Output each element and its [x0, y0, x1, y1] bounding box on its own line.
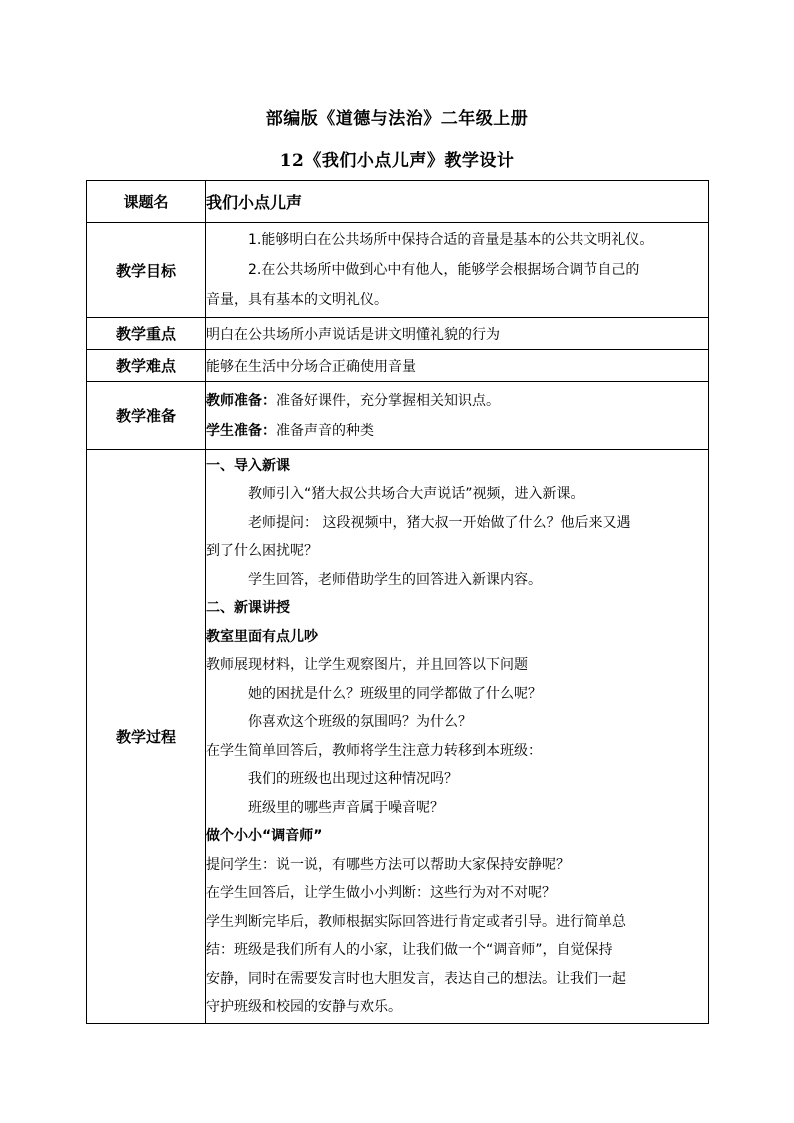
- process-line: 学生判断完毕后，教师根据实际回答进行肯定或者引导。进行简单总: [206, 913, 626, 930]
- preparation-cell: [206, 382, 709, 450]
- process-line: 提问学生：说一说，有哪些方法可以帮助大家保持安静呢？: [206, 856, 570, 873]
- subsection-heading: 做个小小“调音师”: [206, 828, 323, 844]
- process-line: 到了什么困扰呢？: [206, 543, 318, 559]
- teacher-preparation-value: 准备好课件，充分掌握相关知识点。: [276, 392, 500, 409]
- process-line: 老师提问： 这段视频中，猪大叔一开始做了什么？他后来又遇: [248, 514, 631, 531]
- key-point-value: 明白在公共场所小声说话是讲文明懂礼貌的行为: [206, 318, 709, 350]
- process-line: 教师展现材料，让学生观察图片，并且回答以下问题: [206, 657, 528, 673]
- table-row-process: [87, 450, 709, 1024]
- difficulty-label: 教学难点: [87, 350, 206, 382]
- course-value-cell: [206, 181, 709, 223]
- key-point-label: 教学重点: [87, 318, 206, 350]
- process-line: 学生回答，老师借助学生的回答进入新课内容。: [248, 571, 542, 588]
- process-line: 守护班级和校园的安静与欢乐。: [206, 999, 402, 1015]
- objectives-cell: [206, 223, 709, 318]
- objectives-label: 教学目标: [87, 223, 206, 318]
- table-row-difficulty: [87, 350, 709, 382]
- preparation-label: 教学准备: [87, 382, 206, 450]
- process-line: 在学生简单回答后，教师将学生注意力转移到本班级：: [206, 742, 542, 759]
- objective-item: 1.能够明白在公共场所中保持合适的音量是基本的公共文明礼仪。: [248, 232, 654, 248]
- objective-item: 音量，具有基本的文明礼仪。: [206, 292, 388, 308]
- process-line: 教师引入“猪大叔公共场合大声说话”视频，进入新课。: [248, 486, 585, 502]
- document-title: 部编版《道德与法治》二年级上册: [265, 109, 529, 129]
- table-row-course: [87, 181, 709, 223]
- student-preparation-label: 学生准备：: [206, 422, 276, 439]
- process-label: 教学过程: [87, 450, 206, 1024]
- difficulty-value: 能够在生活中分场合正确使用音量: [206, 350, 709, 382]
- table-row-preparation: [87, 382, 709, 450]
- process-line: 你喜欢这个班级的氛围吗？为什么？: [248, 714, 472, 730]
- student-preparation: [206, 416, 708, 446]
- course-value: 我们小点儿声: [206, 193, 303, 212]
- subsection-heading: 教室里面有点儿吵: [206, 628, 318, 645]
- teacher-preparation: [206, 386, 708, 416]
- process-line: 结：班级是我们所有人的小家，让我们做一个“调音师”，自觉保持: [206, 942, 613, 958]
- process-line: 在学生回答后，让学生做小小判断：这些行为对不对呢？: [206, 885, 556, 901]
- objective-item: 2.在公共场所中做到心中有他人，能够学会根据场合调节自己的: [248, 262, 640, 278]
- teacher-preparation-label: 教师准备：: [206, 392, 276, 409]
- section-heading: 二、新课讲授: [206, 600, 290, 616]
- table-row-key-point: [87, 318, 709, 350]
- course-label: 课题名: [87, 181, 206, 223]
- lesson-plan-table: [86, 180, 709, 1024]
- section-heading: 一、导入新课: [206, 457, 290, 474]
- table-row-objectives: [87, 223, 709, 318]
- process-line: 班级里的哪些声音属于噪音呢？: [248, 799, 444, 816]
- process-line: 安静，同时在需要发言时也大胆发言，表达自己的想法。让我们一起: [206, 970, 626, 987]
- process-cell: [206, 450, 709, 1024]
- student-preparation-value: 准备声音的种类: [276, 422, 374, 439]
- process-line: 她的困扰是什么？班级里的同学都做了什么呢？: [248, 685, 542, 702]
- process-line: 我们的班级也出现过这种情况吗？: [248, 771, 458, 787]
- document-subtitle: 12《我们小点儿声》教学设计: [279, 151, 515, 171]
